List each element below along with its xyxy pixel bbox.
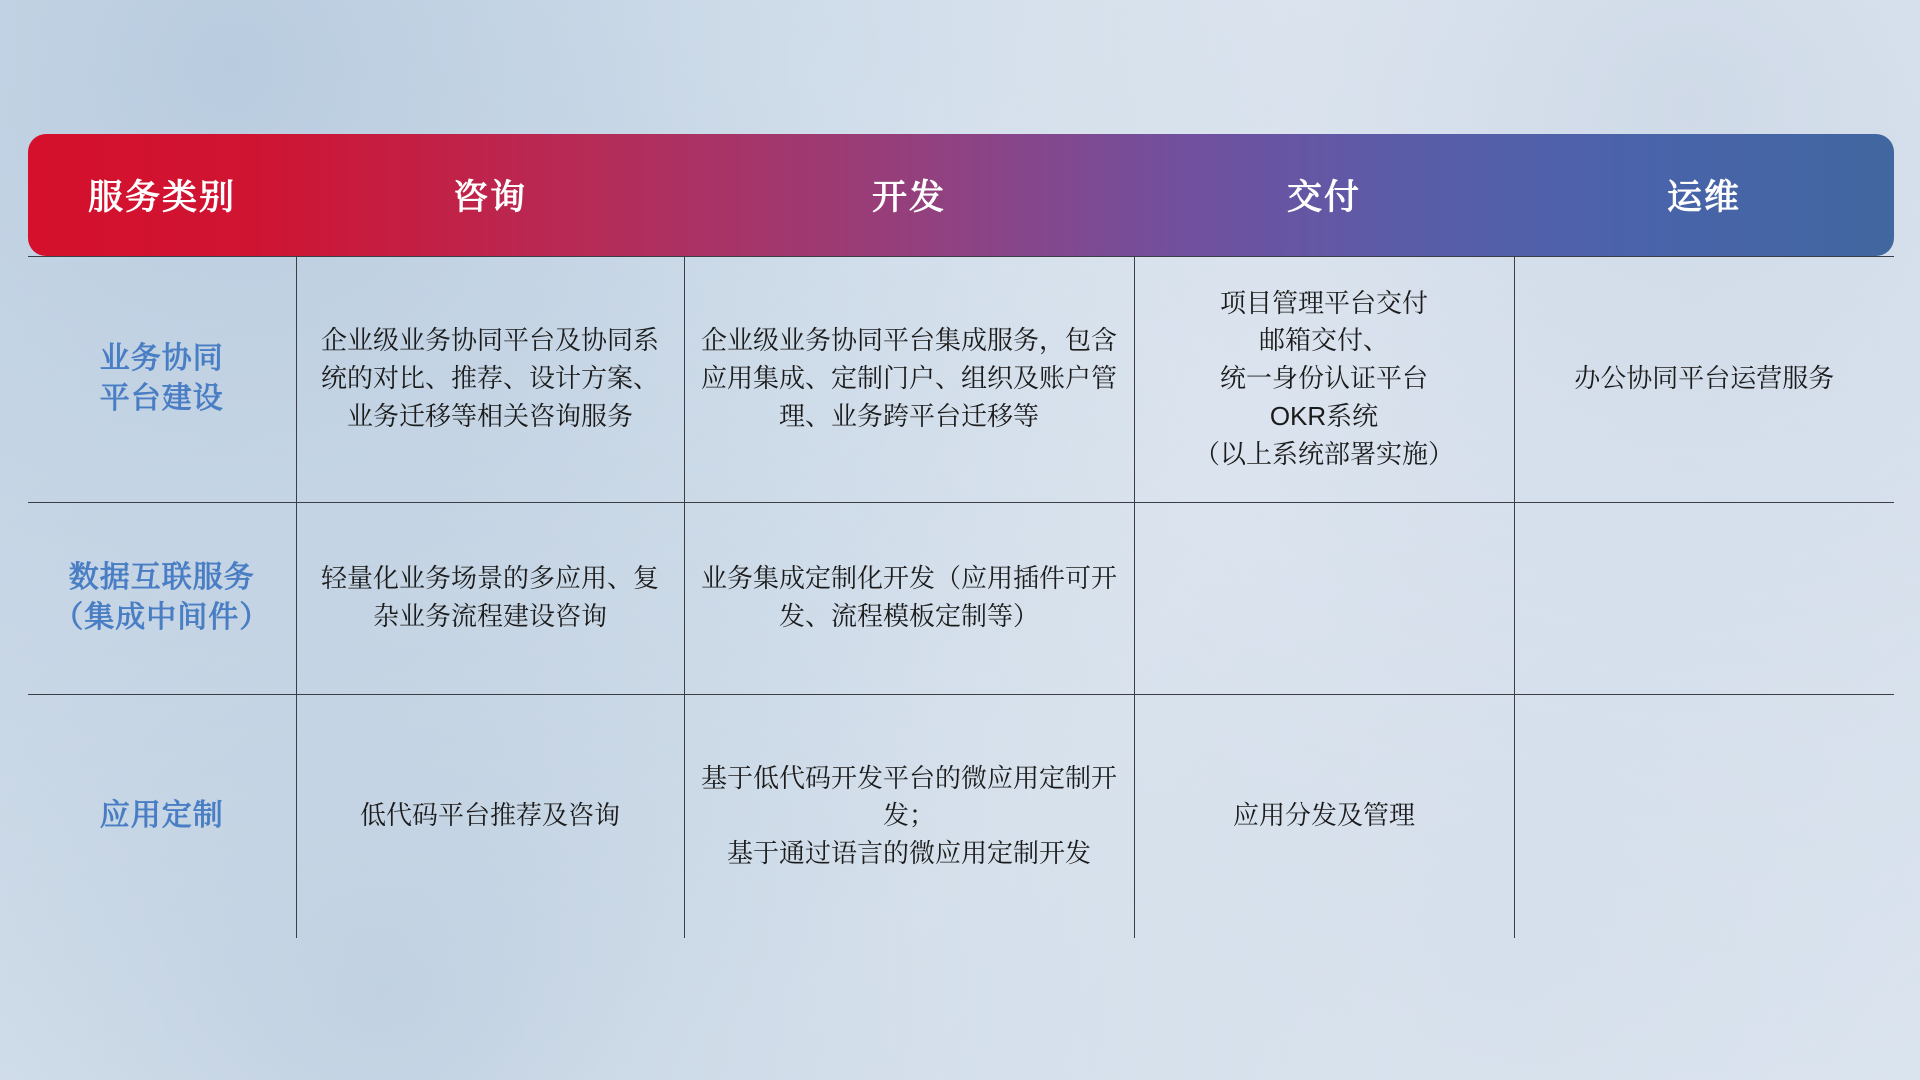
service-matrix-table <box>28 134 1894 938</box>
table-body <box>28 256 1894 938</box>
cell-development-row3-line2: 基于通过语言的微应用定制开发 <box>726 838 1091 869</box>
cell-delivery-row1-line4: OKR系统 <box>1269 400 1379 431</box>
cell-category-row1-line1: 业务协同 <box>99 341 224 375</box>
cell-operations-row1: 办公协同平台运营服务 <box>1514 256 1894 502</box>
cell-delivery-row1 <box>1134 256 1514 502</box>
column-header-consulting: 咨询 <box>452 177 527 217</box>
table-row <box>28 694 1894 938</box>
table-row <box>28 256 1894 502</box>
cell-category-row3 <box>28 694 296 938</box>
cell-category-row2 <box>28 502 296 694</box>
service-matrix-table-wrapper <box>28 134 1894 938</box>
cell-development-row3 <box>684 694 1134 938</box>
column-header-service-category: 服务类别 <box>87 177 236 217</box>
column-header-delivery: 交付 <box>1286 177 1361 217</box>
cell-development-row2: 业务集成定制化开发（应用插件可开发、流程模板定制等） <box>684 502 1134 694</box>
cell-delivery-row2 <box>1134 502 1514 694</box>
cell-delivery-row1-line3: 统一身份认证平台 <box>1219 363 1428 394</box>
cell-consulting-row2: 轻量化业务场景的多应用、复杂业务流程建设咨询 <box>296 502 684 694</box>
cell-category-row3-line1: 应用定制 <box>99 799 224 832</box>
cell-development-row1: 企业级业务协同平台集成服务，包含应用集成、定制门户、组织及账户管理、业务跨平台迁移等 <box>684 256 1134 502</box>
cell-category-row2-line2: （集成中间件） <box>53 601 271 634</box>
cell-category-row2-line1: 数据互联服务 <box>68 560 255 594</box>
cell-category-row1 <box>28 256 296 502</box>
cell-delivery-row1-line1: 项目管理平台交付 <box>1219 287 1428 318</box>
cell-consulting-row3: 低代码平台推荐及咨询 <box>296 694 684 938</box>
cell-development-row3-line1: 基于低代码开发平台的微应用定制开发； <box>700 762 1117 831</box>
cell-operations-row2 <box>1514 502 1894 694</box>
cell-delivery-row3: 应用分发及管理 <box>1134 694 1514 938</box>
table-header <box>28 134 1894 256</box>
table-row <box>28 502 1894 694</box>
cell-consulting-row1: 企业级业务协同平台及协同系统的对比、推荐、设计方案、业务迁移等相关咨询服务 <box>296 256 684 502</box>
cell-operations-row3 <box>1514 694 1894 938</box>
cell-delivery-row1-line2: 邮箱交付、 <box>1258 325 1389 356</box>
cell-delivery-row1-line5: （以上系统部署实施） <box>1193 438 1454 469</box>
table-header-row <box>28 134 1894 256</box>
column-header-operations: 运维 <box>1666 177 1741 217</box>
cell-category-row1-line2: 平台建设 <box>99 382 224 415</box>
column-header-development: 开发 <box>871 177 946 217</box>
